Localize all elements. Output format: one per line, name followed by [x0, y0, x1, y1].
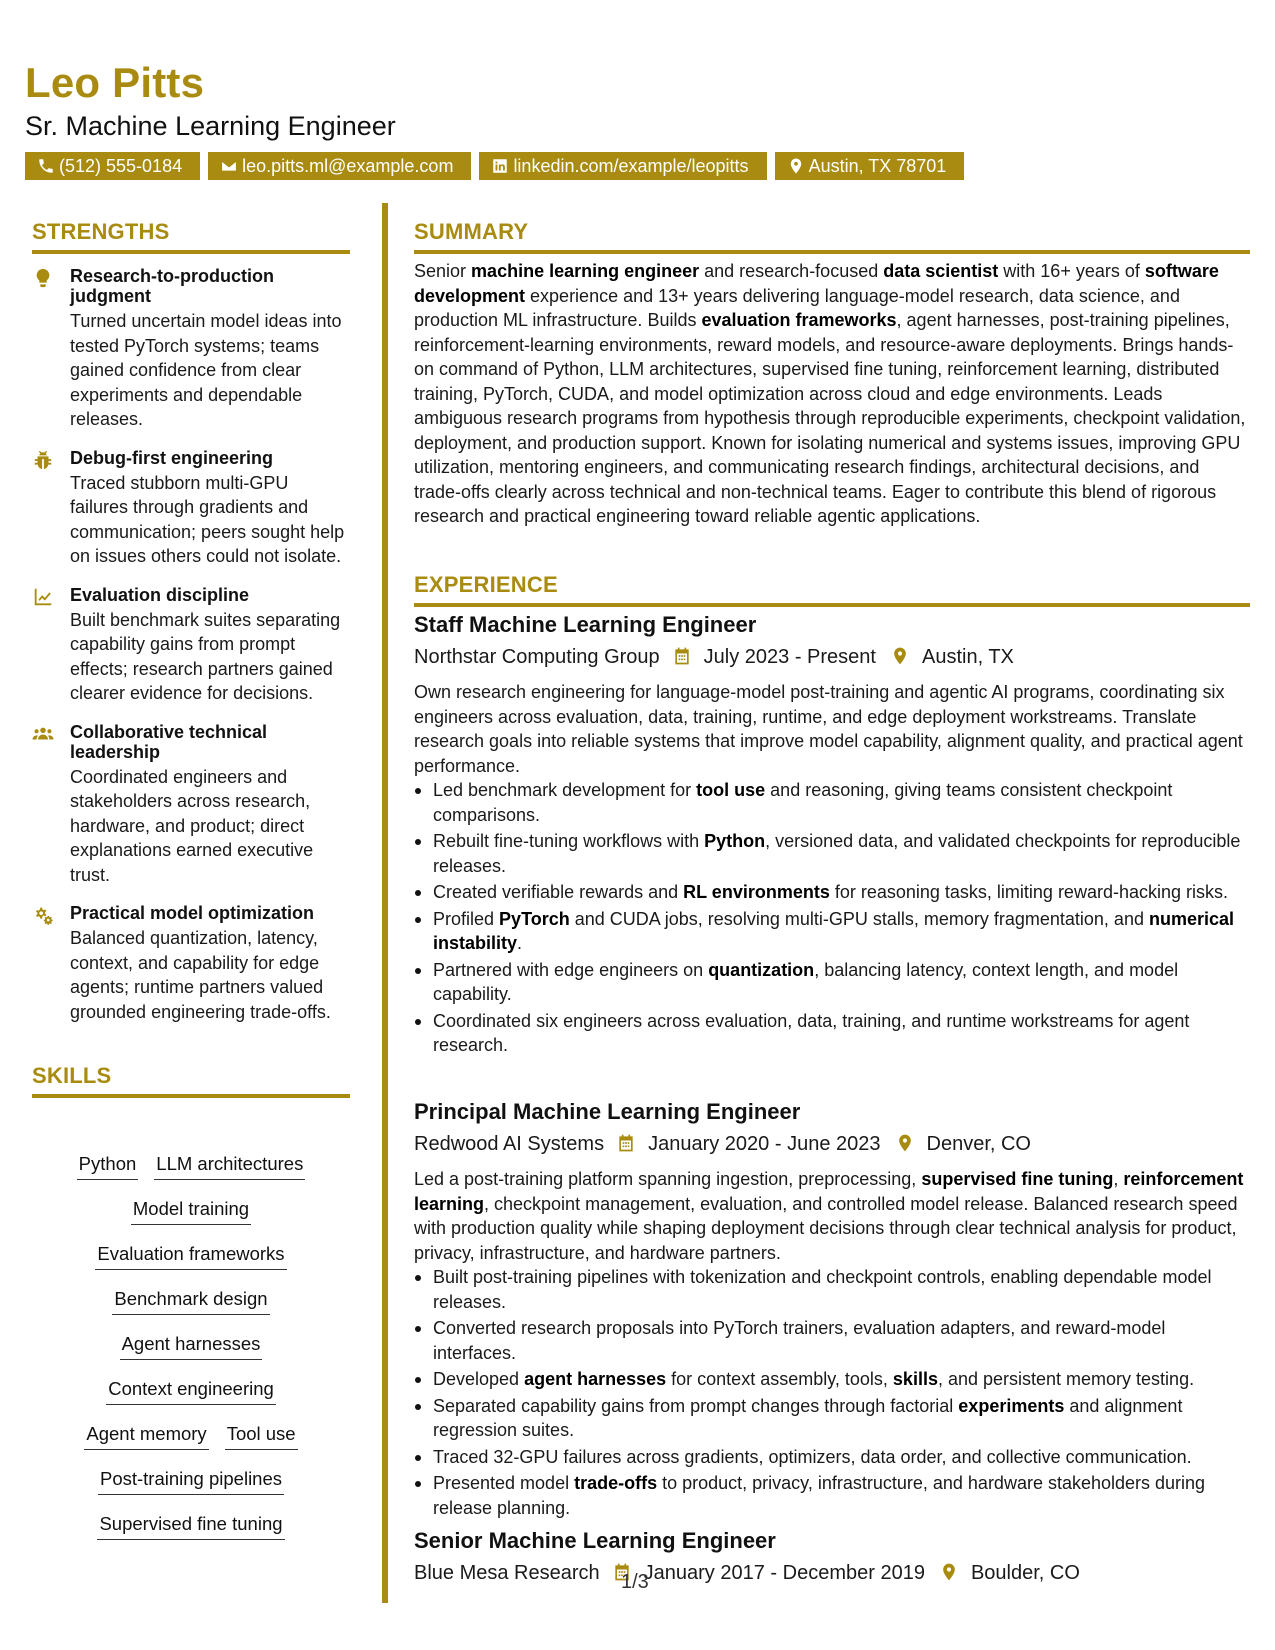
bullet-item: Profiled PyTorch and CUDA jobs, resolving multi-GPU stalls, memory fragmentation, and numerical instability. — [414, 907, 1250, 956]
strength-title: Research-to-production judgment — [70, 266, 275, 306]
job-dates: July 2023 - Present — [703, 646, 876, 668]
location-pin-icon — [939, 1562, 961, 1584]
skill-tag: Agent harnesses — [120, 1330, 263, 1360]
contact-bar — [25, 152, 964, 180]
bullet-item: Converted research proposals into PyTorch trainers, evaluation adapters, and reward-model interfaces. — [414, 1316, 1250, 1365]
location-pin-icon — [890, 646, 912, 668]
bullet-item: Built post-training pipelines with tokenization and checkpoint controls, enabling dependable model releases. — [414, 1265, 1250, 1314]
bold-keyword: evaluation frameworks — [701, 310, 897, 330]
skill-tag: Agent memory — [84, 1420, 208, 1450]
job-role: Staff Machine Learning Engineer — [414, 612, 757, 637]
bold-keyword: Python — [704, 831, 766, 851]
bold-keyword: software development — [414, 261, 1219, 306]
bug-icon — [32, 448, 70, 569]
calendar-icon — [672, 646, 694, 668]
strength-item — [32, 448, 350, 569]
calendar-icon — [616, 1133, 638, 1155]
bold-keyword: reinforcement learning — [414, 1169, 1244, 1214]
skill-tag: Python — [77, 1150, 139, 1180]
strength-desc: Balanced quantization, latency, context, and capability for edge agents; runtime partners valued grounded engineering trade-offs. — [70, 928, 331, 1022]
contact-phone[interactable] — [25, 152, 200, 180]
strengths-heading: STRENGTHS — [32, 219, 170, 244]
strength-title: Evaluation discipline — [70, 584, 250, 605]
contact-location — [775, 152, 965, 180]
candidate-name: Leo Pitts — [25, 59, 205, 106]
bullet-item: Created verifiable rewards and RL environments for reasoning tasks, limiting reward-hacking risks. — [414, 880, 1250, 905]
skill-row — [32, 1195, 350, 1240]
strength-desc: Coordinated engineers and stakeholders across research, hardware, and product; direct explanations earned executive trust. — [70, 766, 314, 885]
job-meta — [414, 1561, 1250, 1585]
experience-heading: EXPERIENCE — [414, 572, 558, 597]
bullet-item: Developed agent harnesses for context assembly, tools, skills, and persistent memory testing. — [414, 1367, 1250, 1392]
bold-keyword: data scientist — [883, 261, 999, 281]
strength-item — [32, 903, 350, 1024]
chart-line-icon — [32, 585, 70, 706]
strength-title: Debug-first engineering — [70, 447, 274, 468]
bullet-item: Partnered with edge engineers on quantization, balancing latency, context length, and model capability. — [414, 958, 1250, 1007]
strength-item — [32, 722, 350, 888]
bullet-item: Led benchmark development for tool use and reasoning, giving teams consistent checkpoint comparisons. — [414, 778, 1250, 827]
strength-desc: Turned uncertain model ideas into tested PyTorch systems; teams gained confidence from clear experiments and dependable releases. — [70, 311, 342, 429]
skills-heading: SKILLS — [32, 1063, 112, 1088]
bullet-item: Traced 32-GPU failures across gradients, optimizers, data order, and collective communication. — [414, 1445, 1250, 1470]
skill-tag: LLM architectures — [154, 1150, 305, 1180]
page-number: 1/3 — [621, 1571, 649, 1593]
contact-email[interactable] — [208, 152, 471, 180]
column-divider — [382, 203, 388, 1603]
job-location: Austin, TX — [922, 646, 1014, 668]
bold-keyword: quantization — [708, 959, 815, 980]
strengths-rule — [32, 250, 350, 254]
skill-row — [32, 1240, 350, 1285]
contact-linkedin[interactable] — [479, 152, 766, 180]
job-dates: January 2017 - December 2019 — [643, 1562, 925, 1584]
skill-tag: Model training — [131, 1195, 251, 1225]
job-meta — [414, 645, 1250, 669]
job-entry — [414, 1530, 1250, 1585]
job-entry — [414, 1101, 1250, 1522]
bold-keyword: trade-offs — [574, 1473, 658, 1493]
job-location: Denver, CO — [926, 1133, 1031, 1155]
bold-keyword: agent harnesses — [524, 1369, 667, 1389]
job-role: Principal Machine Learning Engineer — [414, 1099, 801, 1124]
bold-keyword: supervised fine tuning — [921, 1169, 1114, 1189]
contact-email-text: leo.pitts.ml@example.com — [242, 156, 454, 176]
skills-rule — [32, 1094, 350, 1098]
bold-keyword: skills — [892, 1369, 938, 1389]
skill-tag: Post-training pipelines — [98, 1465, 284, 1495]
bold-keyword: experiments — [958, 1395, 1065, 1416]
contact-location-text: Austin, TX 78701 — [808, 156, 947, 176]
job-company: Redwood AI Systems — [414, 1133, 605, 1155]
skill-row — [32, 1420, 350, 1465]
skill-row — [32, 1285, 350, 1330]
summary-rule — [414, 250, 1250, 254]
bullet-item: Separated capability gains from prompt changes through factorial experiments and alignment regression suites. — [414, 1394, 1250, 1443]
bold-keyword: machine learning engineer — [471, 261, 700, 281]
job-dates: January 2020 - June 2023 — [648, 1133, 881, 1155]
skill-row — [32, 1330, 350, 1375]
phone-icon — [37, 157, 55, 175]
job-company: Northstar Computing Group — [414, 646, 660, 668]
experience-rule — [414, 603, 1250, 607]
lightbulb-icon — [32, 266, 70, 432]
bullet-item: Presented model trade-offs to product, privacy, infrastructure, and hardware stakeholders during release planning. — [414, 1471, 1250, 1520]
candidate-title: Sr. Machine Learning Engineer — [25, 111, 396, 141]
strength-item — [32, 266, 350, 432]
skill-tag: Supervised fine tuning — [97, 1510, 284, 1540]
summary-heading: SUMMARY — [414, 219, 529, 244]
job-description: Own research engineering for language-model post-training and agentic AI programs, coordinating six engineers across evaluation, data, training, runtime, and edge deployment workstreams. Translate research goals into reliable systems that improve model capability, alignment quality, and practical agent performance. — [414, 682, 1243, 776]
contact-linkedin-text: linkedin.com/example/leopitts — [513, 156, 749, 176]
bullet-item: Coordinated six engineers across evaluation, data, training, and runtime workstreams for agent research. — [414, 1009, 1250, 1058]
bullet-item: Rebuilt fine-tuning workflows with Python, versioned data, and validated checkpoints for reproducible releases. — [414, 829, 1250, 878]
strengths-list — [32, 266, 350, 1040]
summary-text: Senior machine learning engineer and research-focused data scientist with 16+ years of software development experience and 13+ years delivering language-model research, data science, and production ML infrastructure. Builds evaluation frameworks, agent harnesses, post-training pipelines, reinforcement-learning environments, reward models, and resource-aware deployments. Brings hands-on command of Python, LLM architectures, supervised fine tuning, reinforcement learning, distributed training, PyTorch, CUDA, and model optimization across cloud and edge environments. Leads ambiguous research programs from hypothesis through reproducible experiments, checkpoint validation, deployment, and production support. Known for isolating numerical and systems issues, improving GPU utilization, mentoring engineers, and communicating research findings, architectural decisions, and trade-offs clearly across technical and non-technical teams. Eager to contribute this blend of rigorous research and practical engineering toward reliable agentic applications. — [414, 261, 1246, 526]
users-icon — [32, 722, 70, 888]
job-bullets — [414, 1265, 1250, 1520]
job-location: Boulder, CO — [970, 1562, 1080, 1584]
bold-keyword: numerical instability — [433, 908, 1235, 953]
job-meta — [414, 1132, 1250, 1156]
job-bullets — [414, 778, 1250, 1058]
skill-tag: Evaluation frameworks — [95, 1240, 286, 1270]
skill-row — [32, 1510, 350, 1555]
bold-keyword: tool use — [696, 780, 766, 800]
job-description: Led a post-training platform spanning ingestion, preprocessing, supervised fine tuning, reinforcement learning, checkpoint management, evaluation, and controlled model release. Balanced research speed with production quality while shaping deployment decisions through clear technical analysis for product, privacy, infrastructure, and hardware partners. — [414, 1169, 1244, 1263]
strength-desc: Traced stubborn multi-GPU failures through gradients and communication; peers sought help on issues others could not isolate. — [70, 472, 345, 566]
job-role: Senior Machine Learning Engineer — [414, 1528, 776, 1553]
strength-item — [32, 585, 350, 706]
bold-keyword: PyTorch — [499, 908, 570, 929]
contact-phone-text: (512) 555-0184 — [59, 156, 183, 176]
skill-row — [32, 1150, 350, 1195]
skill-tag: Context engineering — [106, 1375, 276, 1405]
skill-row — [32, 1465, 350, 1510]
location-pin-icon — [895, 1133, 917, 1155]
envelope-icon — [220, 157, 238, 175]
strength-title: Practical model optimization — [70, 903, 315, 923]
strength-title: Collaborative technical leadership — [70, 721, 268, 762]
bold-keyword: RL environments — [683, 882, 830, 902]
skills-list — [32, 1150, 350, 1555]
gears-icon — [32, 903, 70, 1024]
job-company: Blue Mesa Research — [414, 1562, 600, 1584]
linkedin-icon — [491, 157, 509, 175]
job-entry — [414, 614, 1250, 1060]
skill-row — [32, 1375, 350, 1420]
location-pin-icon — [787, 157, 805, 175]
skill-tag: Benchmark design — [112, 1285, 269, 1315]
strength-desc: Built benchmark suites separating capability gains from prompt effects; research partners gained clearer evidence for decisions. — [70, 609, 341, 703]
skill-tag: Tool use — [225, 1420, 298, 1450]
